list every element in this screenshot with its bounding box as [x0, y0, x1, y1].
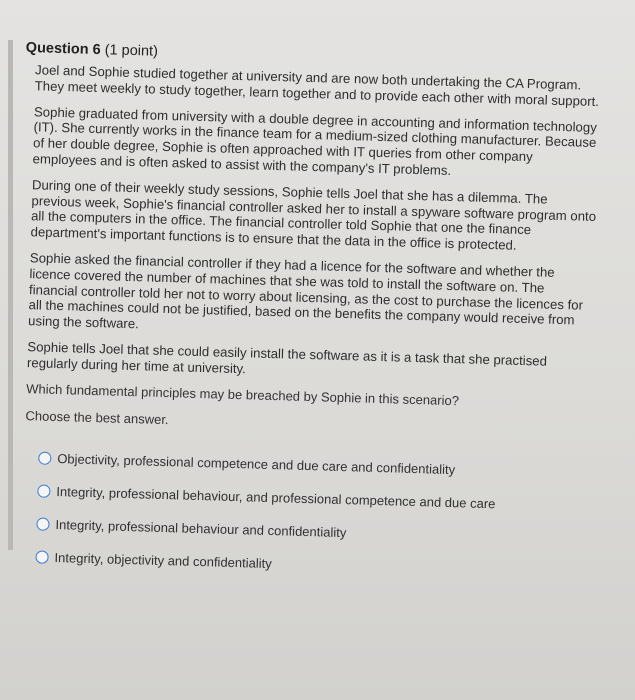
question-points: (1 point)	[104, 42, 159, 60]
answer-option-label: Integrity, professional behaviour, and professional competence and due care	[56, 483, 496, 511]
radio-button[interactable]	[37, 484, 50, 497]
answer-option-label: Objectivity, professional competence and due care and confidentiality	[57, 450, 456, 477]
radio-button[interactable]	[38, 451, 51, 464]
answer-option-label: Integrity, professional behaviour and confidentiality	[55, 516, 347, 540]
question-prompt: Which fundamental principles may be breached by Sophie in this scenario?	[26, 380, 460, 408]
answer-option-label: Integrity, objectivity and confidentiality	[54, 549, 272, 571]
answer-instruction: Choose the best answer.	[25, 407, 169, 427]
scenario-paragraph-3: During one of their weekly study sessions, Sophie tells Joel that she has a dilemma. The previous week, Sophie's financial controller asked her to install a spyware software program onto all the computers in the office. The financial controller told Sophie that one the finance department's important functions is to ensure that the data in the office is protected.	[30, 177, 597, 253]
answer-options	[35, 441, 589, 588]
scenario-paragraph-1: Joel and Sophie studied together at university and are now both undertaking the CA Program. They meet weekly to study together, learn together and to provide each other with moral support.	[34, 62, 600, 109]
left-accent-bar	[8, 40, 13, 550]
question-number: Question 6	[25, 40, 101, 59]
radio-button[interactable]	[35, 550, 48, 563]
radio-button[interactable]	[36, 517, 49, 530]
scenario-paragraph-5: Sophie tells Joel that she could easily install the software as it is a task that she practised regularly during her time at university.	[26, 339, 548, 377]
scenario-paragraph-4: Sophie asked the financial controller if they had a licence for the software and whether the licence covered the number of machines that she was told to install the software on. The financial controller told her not to worry about licensing, as the cost to purchase the licences for all the machines could not be justified, based on the benefits the company would receive from using the software.	[27, 250, 584, 332]
scenario-paragraph-2: Sophie graduated from university with a double degree in accounting and information technology (IT). She currently works in the finance team for a medium-sized clothing manufacturer. Because of her double degree, Sophie is often approached with IT queries from other company employees and is often asked to assist with the company's IT problems.	[32, 103, 598, 178]
question-card	[11, 40, 601, 588]
